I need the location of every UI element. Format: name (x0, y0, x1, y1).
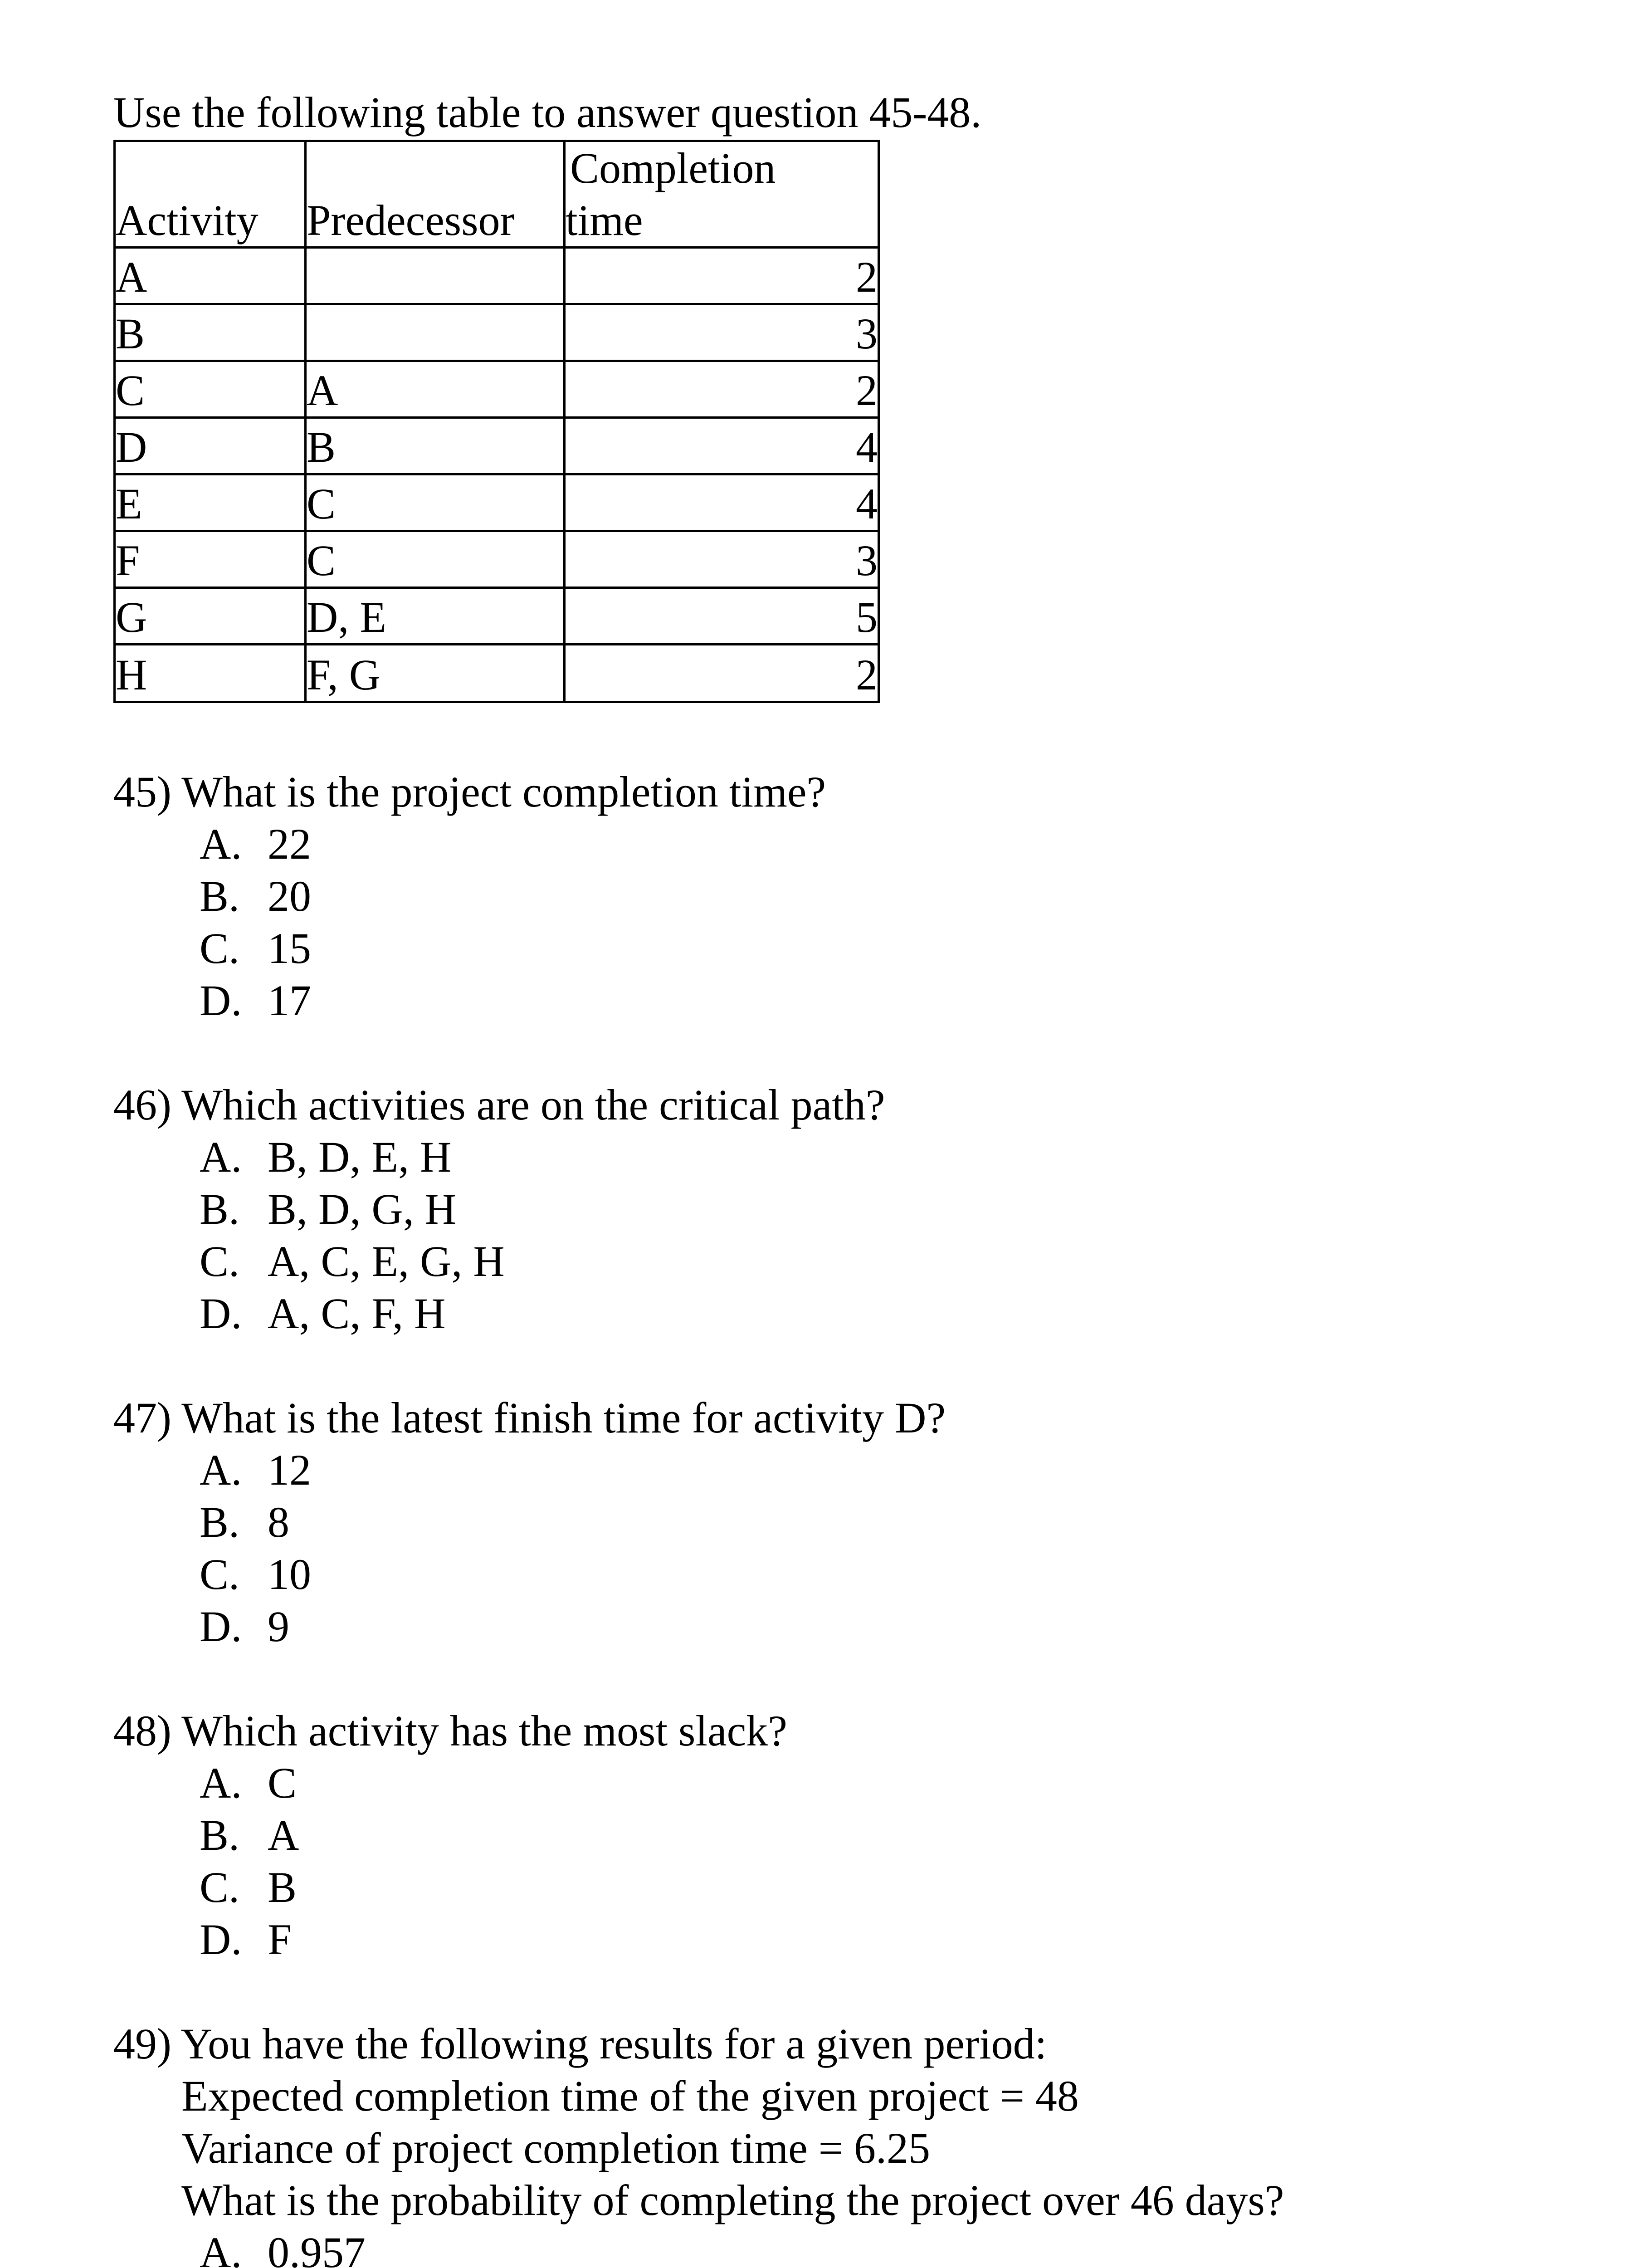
answer-option (113, 1444, 946, 1496)
table-row (115, 361, 879, 418)
option-text: 17 (268, 976, 311, 1025)
cell-time: 5 (565, 588, 879, 645)
answer-option (113, 1496, 946, 1548)
answer-option (113, 1757, 787, 1809)
answer-options (113, 1131, 885, 1339)
option-letter: C. (200, 1550, 240, 1598)
option-text: F (268, 1915, 292, 1964)
header-completion-time (565, 141, 879, 248)
question-info-line: What is the probability of completing the project over 46 days? (181, 2176, 1284, 2224)
option-text: 10 (268, 1550, 311, 1598)
cell-activity: G (115, 588, 306, 645)
header-completion-line1: Completion (570, 144, 776, 192)
option-letter: A. (200, 1133, 242, 1181)
option-letter: D. (200, 1602, 242, 1651)
answer-option (113, 1861, 787, 1913)
intro-text: Use the following table to answer question 45-48. (113, 88, 982, 137)
option-letter: D. (200, 1915, 242, 1964)
cell-activity: A (115, 248, 306, 304)
option-letter: B. (200, 1498, 240, 1546)
cell-predecessor (306, 248, 565, 304)
option-text: B (268, 1863, 297, 1911)
cell-predecessor: A (306, 361, 565, 418)
question-stem: 49) You have the following results for a given period: (113, 2019, 1047, 2068)
cell-time: 4 (565, 474, 879, 531)
option-letter: B. (200, 1185, 240, 1233)
answer-options (113, 1444, 946, 1652)
answer-options (113, 1757, 787, 1965)
cell-activity: D (115, 418, 306, 474)
answer-options (113, 818, 826, 1026)
option-text: A, C, E, G, H (268, 1237, 505, 1286)
cell-activity: F (115, 531, 306, 588)
option-letter: D. (200, 976, 242, 1025)
option-text: 0.957 (268, 2228, 366, 2268)
table-row (115, 304, 879, 361)
option-letter: A. (200, 820, 242, 868)
question-stem: 48) Which activity has the most slack? (113, 1706, 787, 1755)
answer-option (113, 1548, 946, 1600)
question-stem: 46) Which activities are on the critical path? (113, 1080, 885, 1129)
option-letter: C. (200, 1237, 240, 1286)
cell-activity: C (115, 361, 306, 418)
question-stem: 47) What is the latest finish time for activity D? (113, 1393, 946, 1442)
option-text: A (268, 1811, 299, 1859)
option-text: A, C, F, H (268, 1289, 446, 1338)
option-letter: C. (200, 1863, 240, 1911)
header-predecessor: Predecessor (306, 141, 565, 248)
table-header-row (115, 141, 879, 248)
option-text: 22 (268, 820, 311, 868)
answer-option (113, 974, 826, 1026)
question-47 (113, 1392, 946, 1652)
table-row (115, 531, 879, 588)
answer-option (113, 1600, 946, 1652)
cell-activity: H (115, 645, 306, 702)
question-info-line: Expected completion time of the given project = 48 (181, 2072, 1079, 2120)
cell-predecessor: D, E (306, 588, 565, 645)
answer-options (113, 2226, 1284, 2268)
answer-option (113, 1913, 787, 1965)
answer-option (113, 1235, 885, 1287)
question-info-line: Variance of project completion time = 6.25 (181, 2124, 930, 2172)
question-45 (113, 766, 826, 1026)
cell-time: 4 (565, 418, 879, 474)
activity-table (113, 140, 880, 703)
table-row (115, 418, 879, 474)
cell-activity: B (115, 304, 306, 361)
answer-option (113, 1287, 885, 1339)
option-text: 8 (268, 1498, 289, 1546)
table-row (115, 588, 879, 645)
question-stem: 45) What is the project completion time? (113, 767, 826, 816)
cell-predecessor: C (306, 474, 565, 531)
answer-option (113, 1131, 885, 1183)
cell-time: 3 (565, 531, 879, 588)
option-letter: A. (200, 1446, 242, 1494)
cell-predecessor (306, 304, 565, 361)
cell-predecessor: C (306, 531, 565, 588)
option-text: B, D, G, H (268, 1185, 457, 1233)
option-letter: B. (200, 872, 240, 920)
answer-option (113, 1809, 787, 1861)
option-letter: C. (200, 924, 240, 973)
option-letter: D. (200, 1289, 242, 1338)
option-text: 12 (268, 1446, 311, 1494)
option-text: 20 (268, 872, 311, 920)
option-text: B, D, E, H (268, 1133, 452, 1181)
option-letter: B. (200, 1811, 240, 1859)
table-row (115, 645, 879, 702)
option-text: C (268, 1759, 297, 1807)
answer-option (113, 2226, 1284, 2268)
answer-option (113, 818, 826, 870)
cell-predecessor: B (306, 418, 565, 474)
answer-option (113, 922, 826, 974)
table-row (115, 474, 879, 531)
cell-time: 3 (565, 304, 879, 361)
cell-predecessor: F, G (306, 645, 565, 702)
cell-activity: E (115, 474, 306, 531)
answer-option (113, 870, 826, 922)
header-completion-line2: time (566, 196, 643, 244)
option-letter: A. (200, 1759, 242, 1807)
table-row (115, 248, 879, 304)
option-text: 15 (268, 924, 311, 973)
cell-time: 2 (565, 645, 879, 702)
option-text: 9 (268, 1602, 289, 1651)
question-48 (113, 1705, 787, 1965)
option-letter: A. (200, 2228, 242, 2268)
cell-time: 2 (565, 248, 879, 304)
cell-time: 2 (565, 361, 879, 418)
header-activity: Activity (115, 141, 306, 248)
question-46 (113, 1079, 885, 1339)
answer-option (113, 1183, 885, 1235)
question-49 (113, 2018, 1284, 2268)
